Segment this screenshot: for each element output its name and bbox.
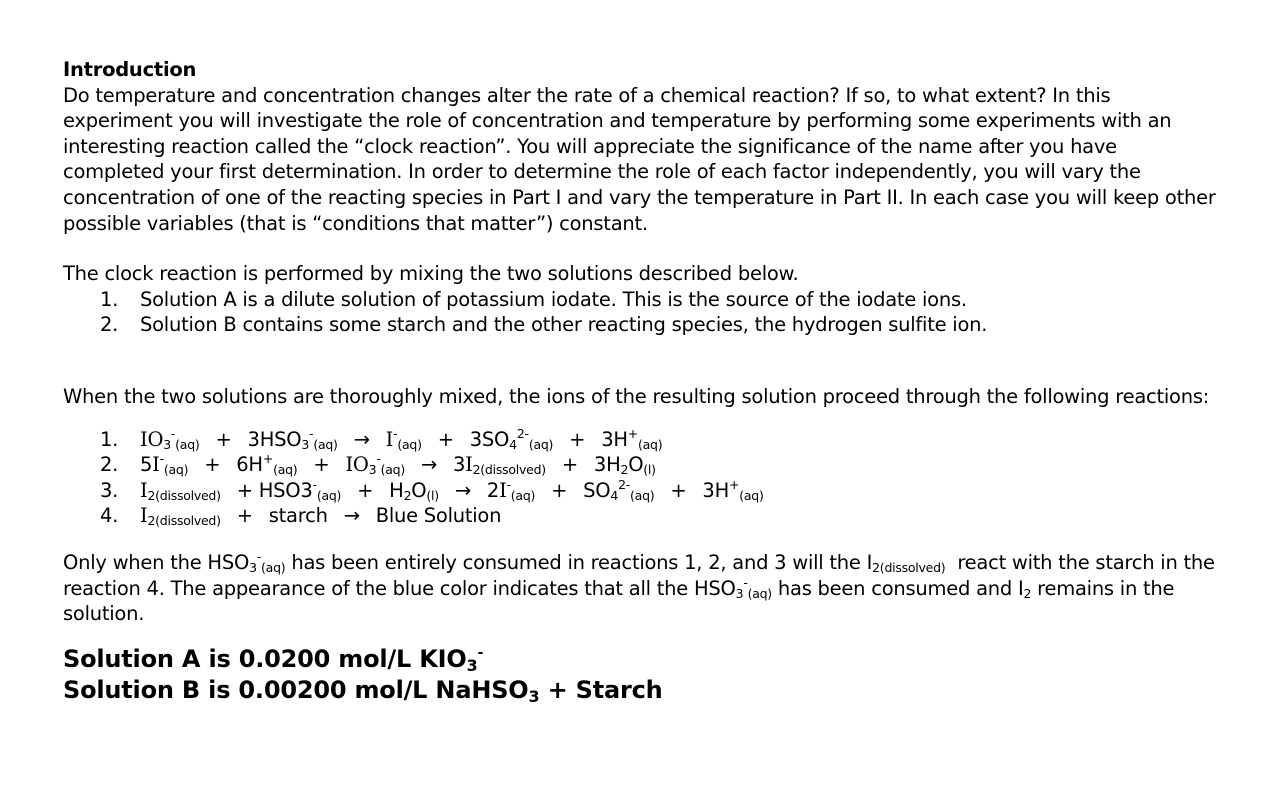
arrow-icon: → [454, 478, 471, 502]
document-page [63, 57, 1223, 706]
reaction-1: 1. $IO_3^-_{(aq)} + 3HSO_3^-_{(aq)} \to I^-_{(aq)} + 3SO_4^{2-}_{(aq)} + 3H^+_{(aq)}$ [100, 425, 663, 452]
reaction-number: 3. [100, 478, 119, 502]
list-number: 2. [100, 313, 119, 337]
reaction-number: 4. [100, 504, 119, 528]
list-number: 1. [100, 287, 119, 311]
mixing-intro-text: When the two solutions are thoroughly mixed, the ions of the resulting solution proceed through the following reactions: [63, 384, 1210, 408]
reaction-3: 3. $I_{2(dissolved)} + HSO3^-_{(aq)} + H_2O_{(l)} \to 2I^-_{(aq)} + SO_4^{2-}_{(aq)} + 3H^+_{(aq)}$ [100, 476, 764, 503]
list-item [63, 312, 1223, 338]
solutions-list [63, 287, 1223, 338]
explanation-paragraph: Only when the $HSO_3^-_{(aq)}$ has been entirely consumed in reactions 1, 2, and 3 will the $I_{2(dissolved)}$ react with the starch in the reaction 4. The appearance of the blue color indicates that all the $HSO_3^-_{(aq)}$ has been consumed and $I_2$ remains in the solution. [63, 548, 1215, 626]
list-item-text: Solution A is a dilute solution of potassium iodate. This is the source of the iodate ions. [140, 287, 967, 311]
reactions-list [63, 427, 1223, 529]
heading-introduction: Introduction [63, 58, 197, 81]
arrow-icon: → [420, 453, 438, 477]
reaction-2: 2. $5I^-_{(aq)} + 6H^+_{(aq)} + IO_3^-_{(aq)} \to 3I_{2(dissolved)} + 3H_2O_{(l)}$ [100, 451, 656, 478]
list-item [63, 287, 1223, 313]
reaction-4: 4. $I_{2(dissolved)}$ + starch → Blue Solution [100, 504, 502, 529]
reaction-number: 1. [100, 427, 119, 451]
intro-paragraph: Do temperature and concentration changes alter the rate of a chemical reaction? If so, to what extent? In this experiment you will investigate the role of concentration and temperature by performing some experiments with an interesting reaction called the “clock reaction”. You will appreciate the significance of the name after you have completed your first determination. In order to determine the role of each factor independently, you will vary the concentration of one of the reacting species in Part I and vary the temperature in Part II. In each case you will keep other possible variables (that is “conditions that matter”) constant. [63, 83, 1216, 235]
arrow-icon: → [353, 427, 370, 451]
solution-b-statement: Solution B is 0.00200 mol/L NaHSO$_3$ + Starch [63, 675, 663, 706]
section-heading [63, 57, 1223, 83]
clock-intro-text: The clock reaction is performed by mixing the two solutions described below. [63, 262, 799, 286]
solution-a-statement: Solution A is 0.0200 mol/L $KIO_3^-$ [63, 644, 484, 675]
arrow-icon: → [343, 504, 360, 528]
list-item-text: Solution B contains some starch and the other reacting species, the hydrogen sulfite ion. [140, 313, 988, 337]
reaction-number: 2. [100, 453, 119, 477]
